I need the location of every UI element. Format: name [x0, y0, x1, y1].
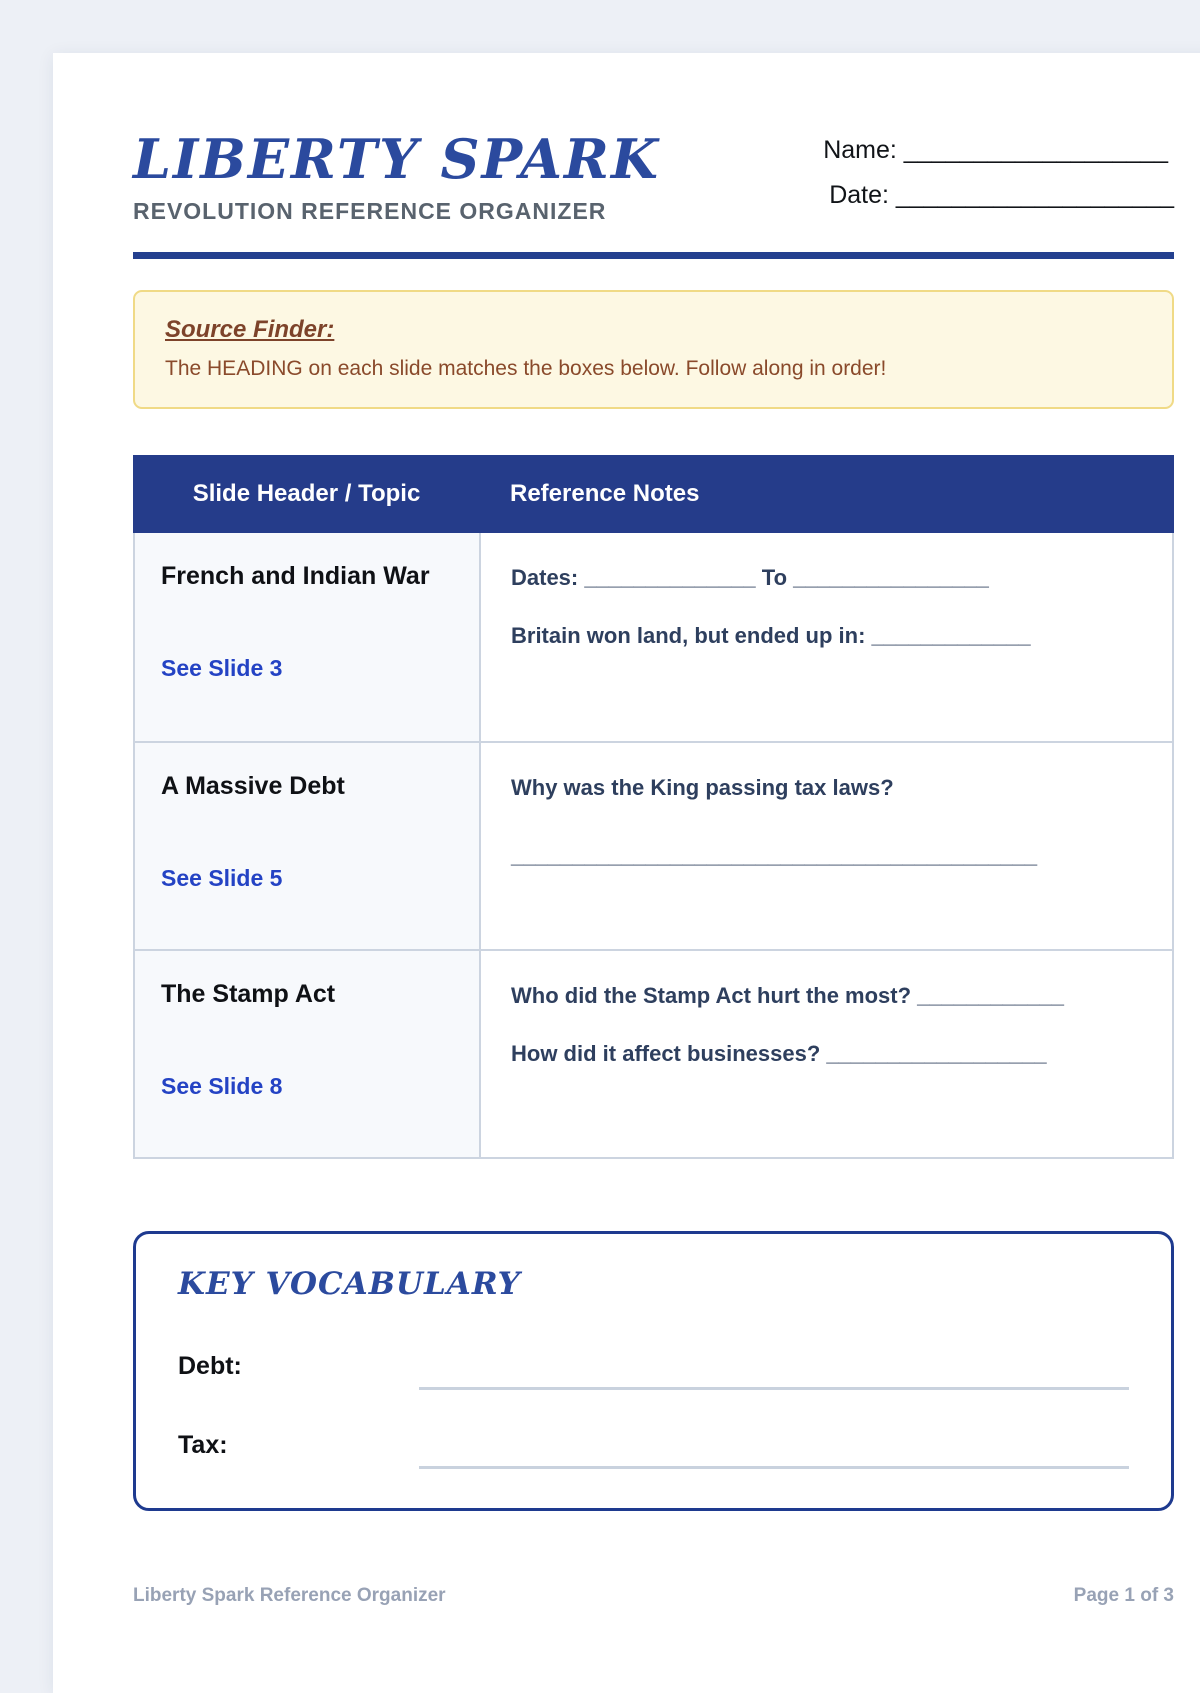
name-blank-line: ___________________ — [903, 136, 1168, 164]
table-header-row — [133, 455, 1174, 533]
notes-cell — [481, 533, 1172, 741]
slide-reference-link[interactable]: See Slide 3 — [161, 655, 283, 681]
note-line: Dates: ______________ To ________________ — [511, 565, 989, 590]
key-vocabulary-title: KEY VOCABULARY — [178, 1266, 521, 1302]
date-label: Date: — [829, 181, 889, 209]
topic-cell — [135, 743, 481, 949]
note-line: How did it affect businesses? __________________ — [511, 1041, 1047, 1066]
topic-title: French and Indian War — [161, 562, 430, 590]
date-field — [823, 180, 1174, 210]
slide-reference-link[interactable]: See Slide 5 — [161, 865, 283, 891]
vocab-answer-line — [419, 1387, 1129, 1390]
topic-cell — [135, 533, 481, 741]
page-footer — [133, 1585, 1174, 1607]
vocab-term-label: Tax: — [178, 1431, 228, 1459]
vocab-answer-line — [419, 1466, 1129, 1469]
source-finder-body: The HEADING on each slide matches the boxes below. Follow along in order! — [165, 357, 887, 380]
header-divider-rule — [133, 252, 1174, 259]
topic-title: A Massive Debt — [161, 772, 345, 800]
slide-reference-link[interactable]: See Slide 8 — [161, 1073, 283, 1099]
vocab-term-label: Debt: — [178, 1352, 242, 1380]
table-row — [135, 949, 1172, 1157]
topic-cell — [135, 951, 481, 1157]
note-line: Who did the Stamp Act hurt the most? ____________ — [511, 983, 1064, 1008]
note-line: Why was the King passing tax laws? — [511, 775, 894, 800]
footer-document-title: Liberty Spark Reference Organizer — [133, 1585, 446, 1606]
notes-cell — [481, 951, 1172, 1157]
page-subtitle: REVOLUTION REFERENCE ORGANIZER — [133, 198, 607, 224]
key-vocabulary-box — [133, 1231, 1174, 1511]
page-title: LIBERTY SPARK — [133, 127, 660, 191]
vocab-term — [178, 1352, 1129, 1381]
page-header — [133, 129, 1174, 225]
column-header-topic: Slide Header / Topic — [192, 480, 421, 507]
source-finder-callout — [133, 290, 1174, 409]
footer-page-number: Page 1 of 3 — [1073, 1585, 1174, 1606]
document-page — [53, 53, 1200, 1693]
name-field — [823, 135, 1174, 165]
brand-block — [133, 129, 660, 225]
name-date-block — [823, 129, 1174, 225]
date-blank-line: ____________________ — [895, 181, 1174, 209]
reference-table — [133, 455, 1174, 1159]
notes-cell — [481, 743, 1172, 949]
name-label: Name: — [823, 136, 897, 164]
source-finder-heading: Source Finder: — [165, 316, 335, 343]
note-line: ___________________________________________ — [511, 843, 1038, 868]
table-row — [135, 741, 1172, 949]
table-row — [135, 533, 1172, 741]
column-header-notes: Reference Notes — [510, 480, 700, 507]
page-content — [53, 129, 1174, 1511]
note-line: Britain won land, but ended up in: _____________ — [511, 623, 1031, 648]
topic-title: The Stamp Act — [161, 980, 336, 1008]
vocab-term — [178, 1431, 1129, 1460]
